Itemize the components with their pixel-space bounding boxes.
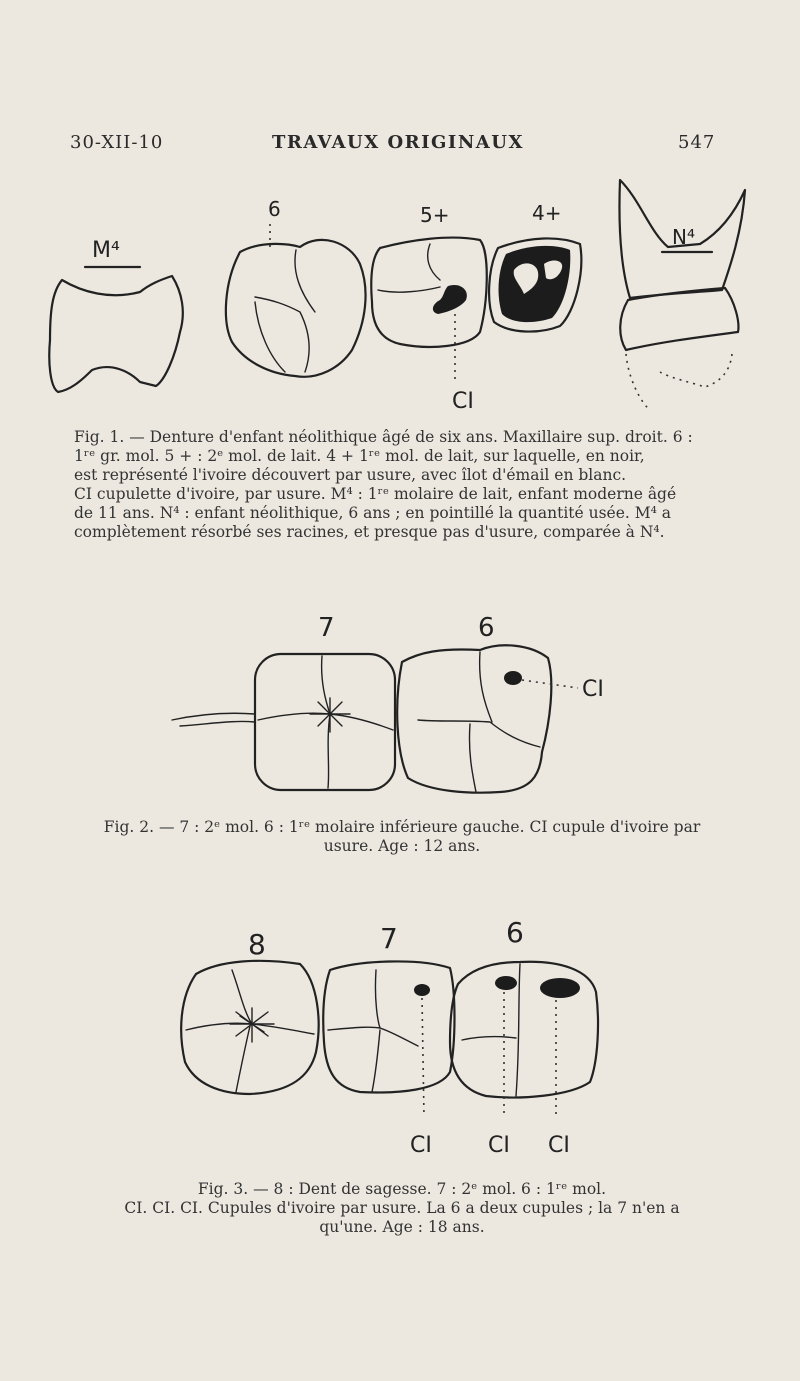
caption-line: Fig. 2. — 7 : 2ᵉ mol. 6 : 1ʳᵉ molaire inférieure gauche. CI cupule d'ivoire par [103,818,701,836]
tooth-6-lower [397,613,604,793]
label-ci: CI [452,389,474,412]
caption-line: usure. Age : 12 ans. [323,837,481,855]
caption-line: Fig. 3. — 8 : Dent de sagesse. 7 : 2ᵉ mol. 6 : 1ʳᵉ mol. [197,1180,607,1198]
label-5: 5+ [420,203,450,227]
label-ci-a: CI [410,1133,432,1158]
label-n4: N⁴ [672,225,695,249]
tooth-4 [489,201,581,332]
figure-3-illustration [0,912,800,1172]
label-6b: 6 [478,613,495,643]
label-7b: 7 [380,922,398,955]
tooth-8 [181,928,318,1094]
tooth-5 [371,203,486,412]
label-m4: M⁴ [92,238,120,263]
page-number: 547 [678,132,716,153]
header-date: 30-XII-10 [70,132,164,153]
caption-line: Fig. 1. — Denture d'enfant néolithique âgé de six ans. Maxillaire sup. droit. 6 : [74,428,693,446]
label-ci-2: CI [582,677,604,702]
tooth-7-lower [172,613,395,790]
figure-1-illustration [0,172,800,412]
caption-line: CI. CI. CI. Cupules d'ivoire par usure. La 6 a deux cupules ; la 7 n'en a [124,1199,680,1217]
caption-line: complètement résorbé ses racines, et presque pas d'usure, comparée à N⁴. [74,523,665,541]
figure-1-caption [74,428,730,542]
label-6: 6 [268,197,281,221]
tooth-n4 [619,180,745,410]
label-ci-b: CI [488,1133,510,1158]
label-ci-c: CI [548,1133,570,1158]
tooth-m4 [49,238,183,392]
caption-line: de 11 ans. N⁴ : enfant néolithique, 6 ans ; en pointillé la quantité usée. M⁴ a [74,504,672,522]
label-7: 7 [318,613,335,643]
caption-line: CI cupulette d'ivoire, par usure. M⁴ : 1ʳᵉ molaire de lait, enfant moderne âgé [74,485,677,503]
figure-3-caption [72,1180,732,1237]
tooth-6-third [450,916,598,1158]
header-title: TRAVAUX ORIGINAUX [272,132,524,153]
label-6c: 6 [506,916,524,949]
figure-2-caption [72,818,732,856]
caption-line: 1ʳᵉ gr. mol. 5 + : 2ᵉ mol. de lait. 4 + 1ʳᵉ mol. de lait, sur laquelle, en noir, [74,447,645,465]
caption-line: qu'une. Age : 18 ans. [319,1218,485,1236]
tooth-6-upper [226,197,366,377]
label-4: 4+ [532,201,562,225]
page-header [0,132,800,156]
figure-2-illustration [0,602,800,802]
tooth-7-third [323,922,454,1158]
label-8: 8 [248,928,266,961]
caption-line: est représenté l'ivoire découvert par usure, avec îlot d'émail en blanc. [74,466,627,484]
